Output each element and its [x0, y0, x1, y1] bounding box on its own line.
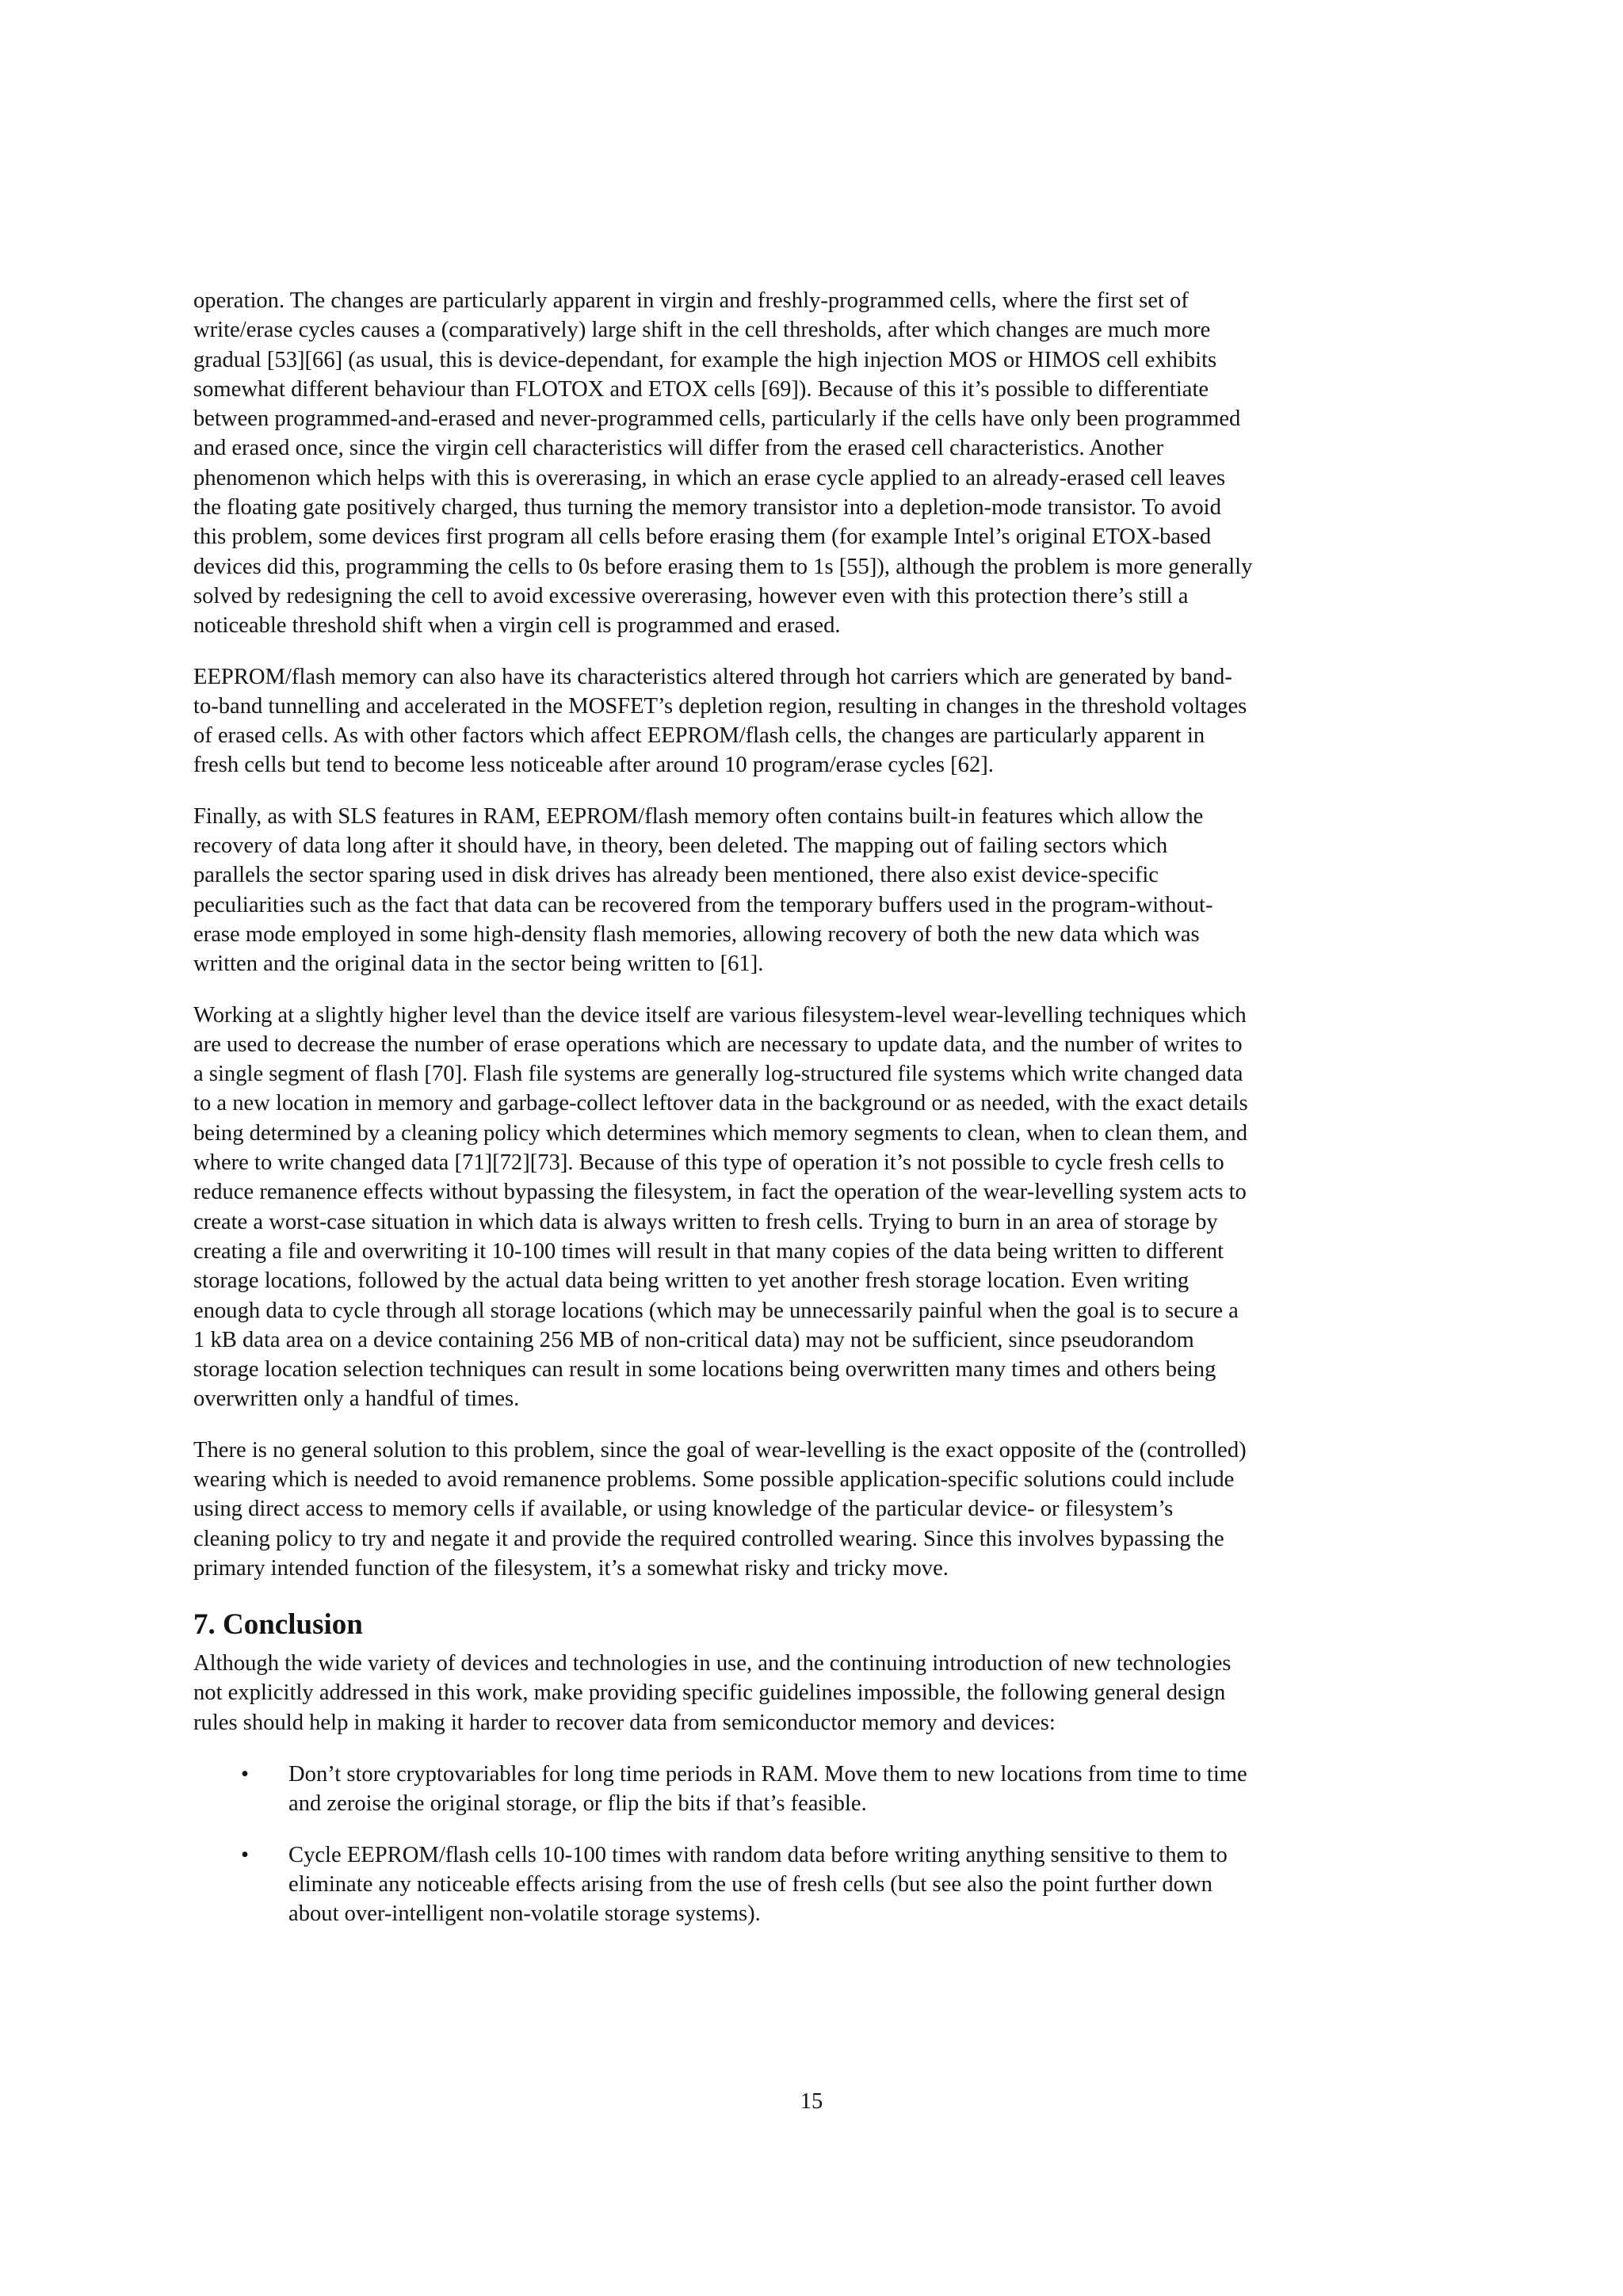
bullet-icon: • [241, 1842, 250, 1867]
text-line: rules should help in making it harder to recover data from semiconductor memory and devices: [193, 1710, 1056, 1735]
text-line: Working at a slightly higher level than the device itself are various filesystem-level wear-levelling techniques which [193, 1002, 1247, 1028]
text-line: and zeroise the original storage, or flip the bits if that’s feasible. [288, 1791, 867, 1817]
text-line: peculiarities such as the fact that data can be recovered from the temporary buffers used in the program-without- [193, 892, 1213, 917]
text-line: EEPROM/flash memory can also have its characteristics altered through hot carriers which are generated by band- [193, 664, 1232, 689]
text-line: enough data to cycle through all storage locations (which may be unnecessarily painful when the goal is to secure a [193, 1298, 1239, 1323]
paragraph-wear-levelling [193, 1001, 1445, 1414]
text-line: gradual [53][66] (as usual, this is device-dependant, for example the high injection MOS or HIMOS cell exhibits [193, 347, 1217, 372]
text-line: recovery of data long after it should have, in theory, been deleted. The mapping out of failing sectors which [193, 833, 1168, 859]
text-line: overwritten only a handful of times. [193, 1386, 520, 1412]
text-line: to a new location in memory and garbage-collect leftover data in the background or as needed, with the exact details [193, 1091, 1248, 1116]
text-line: creating a file and overwriting it 10-100 times will result in that many copies of the data being written to different [193, 1238, 1224, 1264]
text-line: 1 kB data area on a device containing 256 MB of non-critical data) may not be sufficient, since pseudorandom [193, 1327, 1194, 1352]
text-line: a single segment of flash [70]. Flash file systems are generally log-structured file systems which write changed data [193, 1062, 1243, 1087]
text-line: primary intended function of the filesystem, it’s a somewhat risky and tricky move. [193, 1555, 949, 1581]
text-line: where to write changed data [71][72][73]. Because of this type of operation it’s not possible to cycle fresh cells to [193, 1150, 1224, 1176]
text-line: cleaning policy to try and negate it and provide the required controlled wearing. Since this involves bypassing the [193, 1526, 1224, 1551]
text-line: storage location selection techniques can result in some locations being overwritten many times and others being [193, 1357, 1216, 1383]
text-line: eliminate any noticeable effects arising from the use of fresh cells (but see also the point further down [288, 1871, 1212, 1897]
text-line: Although the wide variety of devices and technologies in use, and the continuing introduction of new technologies [193, 1651, 1232, 1676]
conclusion-guidelines-list [193, 1760, 1445, 1928]
text-line: are used to decrease the number of erase operations which are necessary to update data, and the number of writes to [193, 1032, 1243, 1057]
text-line: solved by redesigning the cell to avoid excessive overerasing, however even with this protection there’s still a [193, 583, 1189, 608]
text-line: create a worst-case situation in which data is always written to fresh cells. Trying to burn in an area of storage by [193, 1209, 1218, 1234]
text-line: Cycle EEPROM/flash cells 10-100 times with random data before writing anything sensitive to them to [288, 1842, 1228, 1867]
paragraph-no-general-solution [193, 1436, 1445, 1583]
paragraph-hot-carriers [193, 662, 1445, 780]
text-line: reduce remanence effects without bypassing the filesystem, in fact the operation of the wear-levelling system acts to [193, 1180, 1247, 1205]
bullet-icon: • [241, 1762, 250, 1787]
text-line: There is no general solution to this problem, since the goal of wear-levelling is the exact opposite of the (controlled) [193, 1437, 1247, 1463]
text-line: and erased once, since the virgin cell characteristics will differ from the erased cell characteristics. Another [193, 436, 1163, 461]
paragraph-threshold-shift [193, 286, 1445, 641]
text-line: of erased cells. As with other factors which affect EEPROM/flash cells, the changes are particularly apparent in [193, 723, 1205, 749]
text-line: parallels the sector sparing used in disk drives has already been mentioned, there also exist device-specific [193, 863, 1159, 888]
paragraph-conclusion-intro [193, 1649, 1445, 1737]
text-line: about over-intelligent non-volatile storage systems). [288, 1901, 761, 1927]
text-line: not explicitly addressed in this work, make providing specific guidelines impossible, the following general design [193, 1680, 1226, 1706]
text-line: write/erase cycles causes a (comparatively) large shift in the cell thresholds, after which changes are much more [193, 318, 1211, 343]
text-line: somewhat different behaviour than FLOTOX and ETOX cells [69]). Because of this it’s possible to differentiate [193, 376, 1209, 402]
text-line: storage locations, followed by the actual data being written to yet another fresh storage location. Even writing [193, 1268, 1190, 1294]
list-item [193, 1760, 1445, 1819]
text-line: Don’t store cryptovariables for long time periods in RAM. Move them to new locations from time to time [288, 1762, 1247, 1787]
text-line: operation. The changes are particularly apparent in virgin and freshly-programmed cells, where the first set of [193, 288, 1189, 313]
section-heading-conclusion: 7. Conclusion [193, 1608, 363, 1642]
paragraph-built-in-features [193, 802, 1445, 979]
list-item [193, 1840, 1445, 1929]
text-line: erase mode employed in some high-density flash memories, allowing recovery of both the new data which was [193, 921, 1200, 947]
text-line: this problem, some devices first program all cells before erasing them (for example Intel’s original ETOX-based [193, 524, 1212, 550]
page-number: 15 [800, 2089, 823, 2114]
page-body [193, 286, 1445, 1951]
text-line: using direct access to memory cells if available, or using knowledge of the particular device- or filesystem’s [193, 1497, 1174, 1522]
text-line: the floating gate positively charged, thus turning the memory transistor into a depletion-mode transistor. To avoid [193, 495, 1221, 521]
text-line: between programmed-and-erased and never-programmed cells, particularly if the cells have only been programmed [193, 406, 1241, 432]
text-line: written and the original data in the sector being written to [61]. [193, 952, 764, 977]
text-line: wearing which is needed to avoid remanence problems. Some possible application-specific solutions could include [193, 1466, 1235, 1492]
text-line: being determined by a cleaning policy which determines which memory segments to clean, when to clean them, and [193, 1120, 1247, 1146]
text-line: devices did this, programming the cells to 0s before erasing them to 1s [55]), although the problem is more generally [193, 554, 1253, 579]
text-line: to-band tunnelling and accelerated in the MOSFET’s depletion region, resulting in changes in the threshold voltages [193, 693, 1247, 719]
text-line: noticeable threshold shift when a virgin cell is programmed and erased. [193, 613, 841, 639]
text-line: Finally, as with SLS features in RAM, EEPROM/flash memory often contains built-in features which allow the [193, 803, 1204, 829]
text-line: phenomenon which helps with this is overerasing, in which an erase cycle applied to an already-erased cell leaves [193, 465, 1226, 490]
text-line: fresh cells but tend to become less noticeable after around 10 program/erase cycles [62]. [193, 753, 994, 778]
